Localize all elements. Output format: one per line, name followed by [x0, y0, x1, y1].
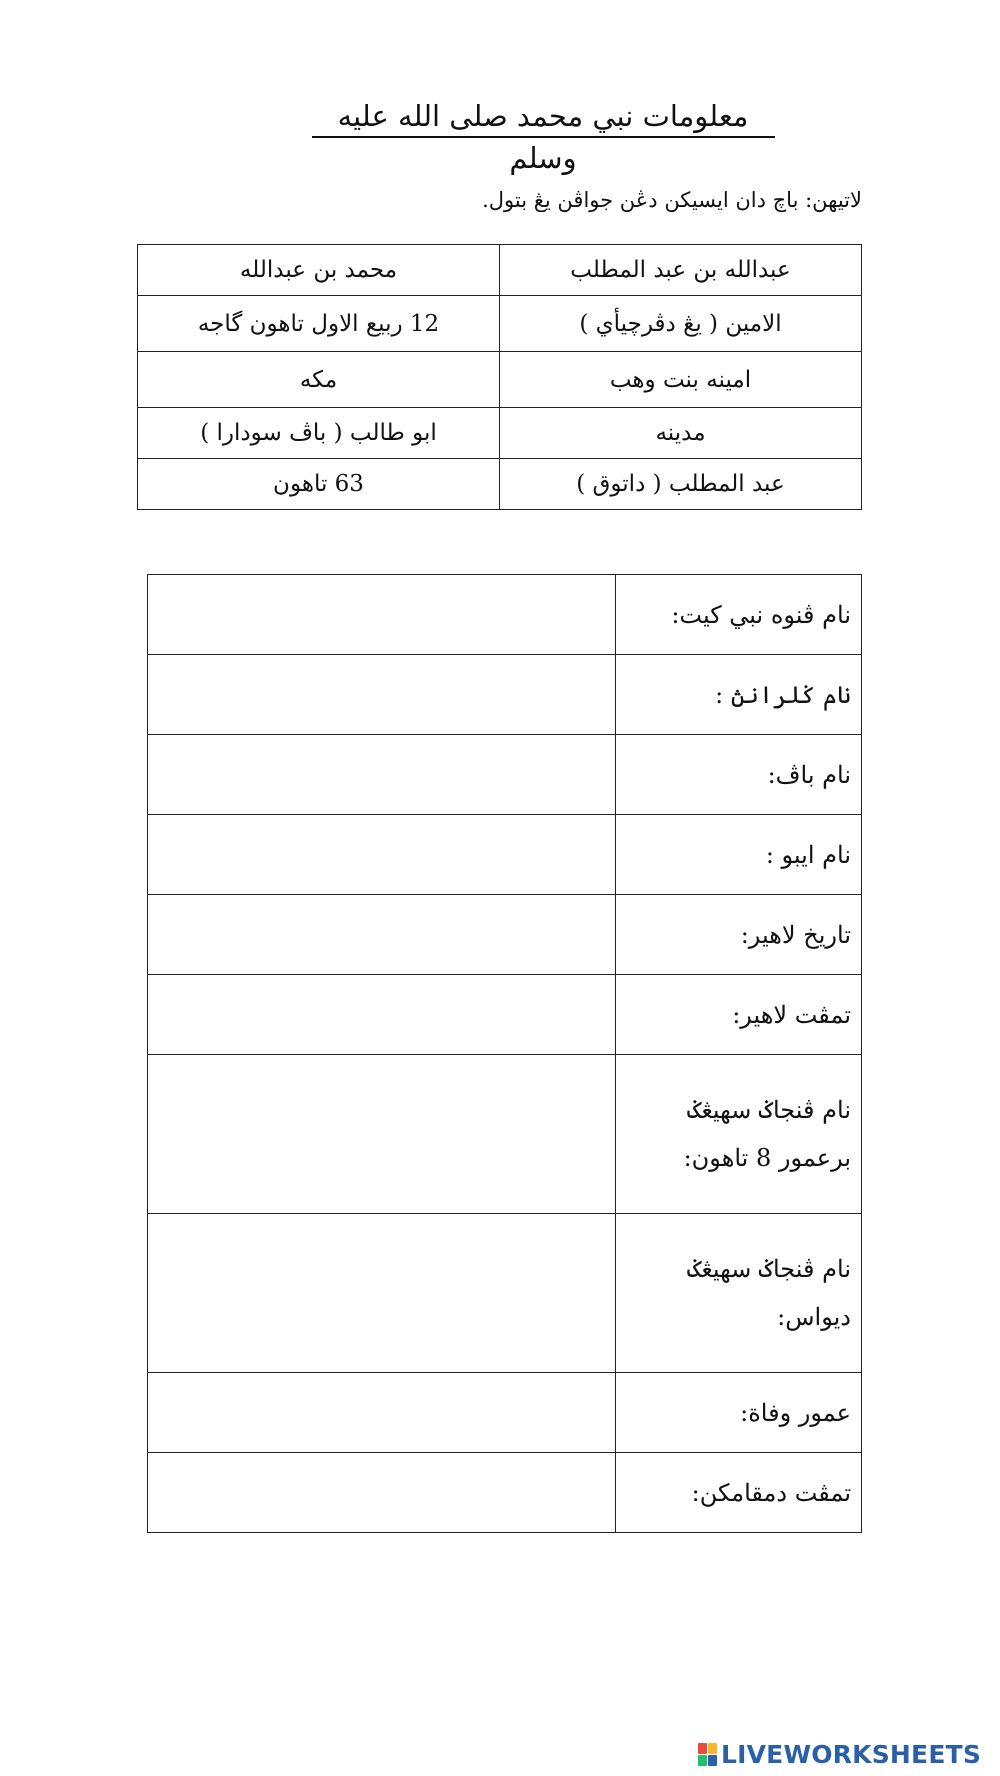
instruction-text: لاتيهن: باچ دان ايسيکن دڠن جواڤن يڠ بتول. — [482, 188, 862, 212]
option-cell[interactable]: ابو طالب ( باڤ سودارا ) — [138, 408, 500, 459]
worksheet-row — [148, 815, 862, 895]
worksheet-row — [148, 575, 862, 655]
option-cell[interactable]: 12 ربيع الاول تاهون گاجه — [138, 296, 500, 352]
question-text: نام ايبو : — [765, 840, 851, 869]
logo-square-blue — [708, 1755, 717, 1766]
logo-square-yellow — [708, 1743, 717, 1754]
question-text: نام ݢلرانڽ : — [715, 680, 851, 709]
answer-drop-zone[interactable] — [148, 735, 616, 815]
option-cell[interactable]: عبد المطلب ( داتوق ) — [500, 459, 862, 510]
answer-drop-zone[interactable] — [148, 1055, 616, 1214]
worksheet-row — [148, 1055, 862, 1214]
answer-drop-zone[interactable] — [148, 975, 616, 1055]
question-label — [616, 815, 862, 895]
question-label — [616, 895, 862, 975]
question-text: تمڤت دمقامکن: — [691, 1478, 851, 1507]
question-text: نام ڤنوه نبي کيت: — [671, 600, 851, 629]
page-title: معلومات نبي محمد صلى الله عليه وسلم — [337, 99, 749, 175]
option-cell[interactable]: عبدالله بن عبد المطلب — [500, 245, 862, 296]
question-text: تمڤت لاهير: — [732, 1000, 851, 1029]
answer-drop-zone[interactable] — [148, 1453, 616, 1533]
question-label — [616, 1055, 862, 1214]
worksheet-row — [148, 1214, 862, 1373]
option-cell[interactable]: مدينه — [500, 408, 862, 459]
liveworksheets-logo[interactable] — [698, 1740, 981, 1769]
options-row — [138, 245, 862, 296]
options-row — [138, 459, 862, 510]
logo-mark-icon — [698, 1743, 717, 1766]
question-label — [616, 575, 862, 655]
question-text: تاريخ لاهير: — [740, 920, 851, 949]
question-label — [616, 735, 862, 815]
worksheet-row — [148, 655, 862, 735]
option-cell[interactable]: امينه بنت وهب — [500, 352, 862, 408]
option-cell[interactable]: الامين ( يڠ دڤرچيأي ) — [500, 296, 862, 352]
question-text: عمور وفاة: — [740, 1398, 851, 1427]
question-label — [616, 1214, 862, 1373]
option-cell[interactable]: محمد بن عبدالله — [138, 245, 500, 296]
worksheet-row — [148, 1453, 862, 1533]
worksheet-table — [147, 574, 862, 1533]
worksheet-row — [148, 975, 862, 1055]
question-label — [616, 1373, 862, 1453]
answer-drop-zone[interactable] — [148, 1373, 616, 1453]
answer-drop-zone[interactable] — [148, 655, 616, 735]
question-text: نام ڤنجاݢ سهيڠݢ — [687, 1096, 851, 1124]
options-row — [138, 408, 862, 459]
options-row — [138, 296, 862, 352]
answer-drop-zone[interactable] — [148, 1214, 616, 1373]
answer-drop-zone[interactable] — [148, 815, 616, 895]
question-text: برعمور 8 تاهون: — [683, 1144, 851, 1172]
question-label — [616, 975, 862, 1055]
options-row — [138, 352, 862, 408]
logo-square-red — [698, 1743, 707, 1754]
worksheet-row — [148, 895, 862, 975]
worksheet-row — [148, 1373, 862, 1453]
options-table — [137, 244, 862, 510]
logo-square-green — [698, 1755, 707, 1766]
question-text: نام باڤ: — [767, 760, 851, 789]
worksheet-row — [148, 735, 862, 815]
title-underline — [312, 136, 775, 138]
question-text: نام ڤنجاݢ سهيڠݢ — [687, 1255, 851, 1283]
option-cell[interactable]: مکه — [138, 352, 500, 408]
answer-drop-zone[interactable] — [148, 575, 616, 655]
question-label — [616, 655, 862, 735]
question-label — [616, 1453, 862, 1533]
question-text: ديواس: — [777, 1303, 851, 1331]
logo-text: LIVEWORKSHEETS — [721, 1740, 982, 1769]
answer-drop-zone[interactable] — [148, 895, 616, 975]
option-cell[interactable]: 63 تاهون — [138, 459, 500, 510]
